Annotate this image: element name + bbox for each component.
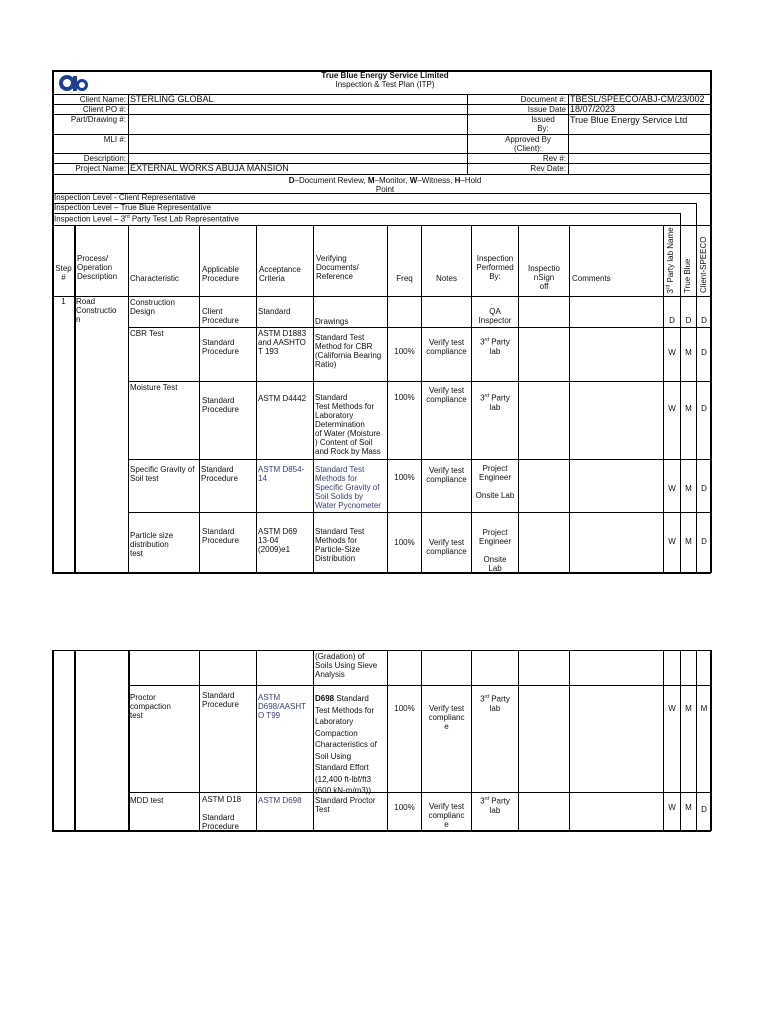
row5-tp: W — [668, 537, 676, 546]
row5-procedure: Standard Procedure — [202, 527, 239, 545]
row4-tb: M — [685, 484, 692, 493]
p2-row1-cl: M — [700, 704, 708, 713]
document-no-value: TBESL/SPEECO/ABJ-CM/23/002 — [570, 94, 705, 104]
p2-row2-verifying: Standard Proctor Test — [315, 796, 376, 814]
inspection-level-trueblue: Inspection Level – True Blue Representative — [54, 203, 211, 212]
row4-tp: W — [668, 484, 676, 493]
row2-performed: 3rd Party lab — [480, 337, 510, 356]
p2-row1-freq: 100% — [394, 704, 415, 713]
p2-row1-tp: W — [668, 704, 676, 713]
row5-acceptance: ASTM D69 13-04 (2009)e1 — [258, 527, 298, 554]
col-third-party: 3rd Party lab Name — [665, 227, 675, 294]
company-name: True Blue Energy Service Limited — [321, 71, 449, 80]
p2-row1-characteristic: Proctor compaction test — [130, 693, 171, 720]
p2-row2-tp: W — [668, 803, 676, 812]
row3-freq: 100% — [394, 393, 415, 402]
issued-by-label: Issued By: — [531, 115, 555, 133]
legend: D–Document Review, M–Monitor, W–Witness, H–Hold Point — [288, 176, 482, 194]
row5-characteristic: Particle size distribution test — [130, 531, 174, 558]
col-client: Client-SPEECO — [699, 236, 708, 293]
row3-performed: 3rd Party lab — [480, 393, 510, 412]
row1-procedure: Client Procedure — [202, 307, 239, 325]
row4-characteristic: Specific Gravity of Soil test — [130, 465, 195, 483]
col-step: Step # — [55, 264, 72, 282]
p2-row2-notes: Verify test complianc e — [428, 802, 465, 829]
p2-row2-characteristic: MDD test — [130, 796, 164, 805]
approved-by-label: Approved By (Client): — [505, 135, 551, 153]
rev-no-label: Rev #: — [542, 154, 566, 163]
p2-row1-verifying: D698 Standard Test Methods for Laboratory Compaction Characteristics of Soil Using Standard Effort (12,400 ft-lbf/ft3 (600 kN-m/m3)) — [315, 694, 377, 795]
p2-row2-acceptance: ASTM D698 — [258, 796, 302, 805]
row4-freq: 100% — [394, 473, 415, 482]
col-notes: Notes — [436, 274, 457, 283]
issued-by-value: True Blue Energy Service Ltd — [570, 115, 688, 125]
row1-performed: QA Inspector — [478, 307, 512, 325]
mli-label: MLI #: — [103, 135, 126, 144]
row2-notes: Verify test compliance — [426, 338, 467, 356]
row4-notes: Verify test compliance — [426, 466, 467, 484]
row2-characteristic: CBR Test — [130, 329, 164, 338]
col-process: Process/ Operation Description — [77, 254, 118, 281]
row3-tb: M — [685, 404, 692, 413]
col-characteristic: Characteristic — [130, 274, 179, 283]
row3-characteristic: Moisture Test — [130, 383, 178, 392]
rev-date-label: Rev Date: — [530, 164, 566, 173]
inspection-level-thirdparty: Inspection Level – 3rd Party Test Lab Representative — [54, 214, 239, 224]
row1-step: 1 — [61, 297, 66, 306]
document-no-label: Document #: — [520, 95, 566, 104]
row1-verifying: Drawings — [315, 317, 349, 326]
row2-tp: W — [668, 348, 676, 357]
row2-acceptance: ASTM D1883 and AASHTO T 193 — [258, 329, 307, 356]
p2-row2-performed: 3rd Party lab — [480, 796, 510, 815]
row2-procedure: Standard Procedure — [202, 338, 239, 356]
row3-tp: W — [668, 404, 676, 413]
row2-verifying: Standard Test Method for CBR (California Bearing Ratio) — [315, 333, 382, 369]
part-drawing-label: Part/Drawing #: — [70, 115, 126, 124]
row1-cl: D — [701, 316, 707, 325]
itp-subtitle: Inspection & Test Plan (ITP) — [335, 80, 435, 89]
p2-row1-procedure: Standard Procedure — [202, 691, 239, 709]
row1-process: Road Constructio n — [76, 297, 117, 324]
row5-verifying: Standard Test Methods for Particle-Size Distribution — [315, 527, 365, 563]
col-comments: Comments — [572, 274, 611, 283]
col-true-blue: True Blue — [683, 258, 692, 293]
p2-row2-procedure: ASTM D18 Standard Procedure — [202, 795, 242, 831]
project-name-label: Project Name: — [75, 164, 126, 173]
row3-acceptance: ASTM D4442 — [258, 394, 307, 403]
row5-performed: Project Engineer Onsite Lab — [478, 528, 512, 573]
row5-tb: M — [685, 537, 692, 546]
row2-tb: M — [685, 348, 692, 357]
row1-tb: D — [685, 316, 692, 325]
inspection-level-client: Inspection Level - Client Representative — [54, 193, 196, 202]
p2-row2-freq: 100% — [394, 803, 415, 812]
col-procedure: Applicable Procedure — [202, 265, 239, 283]
description-label: Description: — [83, 154, 126, 163]
row1-acceptance: Standard — [258, 307, 291, 316]
client-name-label: Client Name: — [79, 95, 126, 104]
issue-date-label: Issue Date — [527, 105, 566, 114]
row5-notes: Verify test compliance — [426, 538, 467, 556]
row3-verifying: Standard Test Methods for Laboratory Determination of Water (Moisture ) Content of Soil and Rock by Mass — [315, 393, 381, 456]
row3-cl: D — [701, 404, 707, 413]
row4-procedure: Standard Procedure — [201, 465, 238, 483]
row1-characteristic: Construction Design — [130, 298, 175, 316]
row3-procedure: Standard Procedure — [202, 396, 239, 414]
issue-date-value: 18/07/2023 — [570, 104, 616, 114]
p2-row1-acceptance: ASTM D698/AASHT O T99 — [258, 693, 307, 720]
row4-performed: Project Engineer Onsite Lab — [475, 464, 515, 500]
col-performed: Inspection Performed By: — [476, 254, 514, 281]
p2-row2-cl: D — [701, 805, 707, 814]
row4-acceptance: ASTM D854- 14 — [258, 465, 305, 483]
col-freq: Freq — [396, 274, 413, 283]
row4-cl: D — [701, 484, 707, 493]
col-signoff: Inspectio nSign off — [527, 264, 561, 291]
row2-cl: D — [701, 348, 707, 357]
col-acceptance: Acceptance Criteria — [259, 265, 301, 283]
client-po-label: Client PO #: — [82, 105, 126, 114]
row5-cl: D — [701, 537, 707, 546]
p2-continuation: (Gradation) of Soils Using Sieve Analysis — [315, 652, 378, 679]
row4-verifying: Standard Test Methods for Specific Gravity of Soil Solids by Water Pycnometer — [315, 465, 381, 510]
row3-notes: Verify test compliance — [426, 386, 467, 404]
row2-freq: 100% — [394, 347, 415, 356]
col-verifying: Verifying Documents/ Reference — [316, 254, 359, 281]
p2-row2-tb: M — [685, 803, 692, 812]
project-name-value: EXTERNAL WORKS ABUJA MANSION — [130, 163, 289, 173]
p2-row1-tb: M — [685, 704, 692, 713]
row1-tp: D — [669, 316, 675, 325]
client-name-value: STERLING GLOBAL — [130, 94, 214, 104]
p2-row1-notes: Verify test complianc e — [428, 704, 465, 731]
row5-freq: 100% — [394, 538, 415, 547]
company-logo — [58, 72, 94, 94]
p2-row1-performed: 3rd Party lab — [480, 694, 510, 713]
